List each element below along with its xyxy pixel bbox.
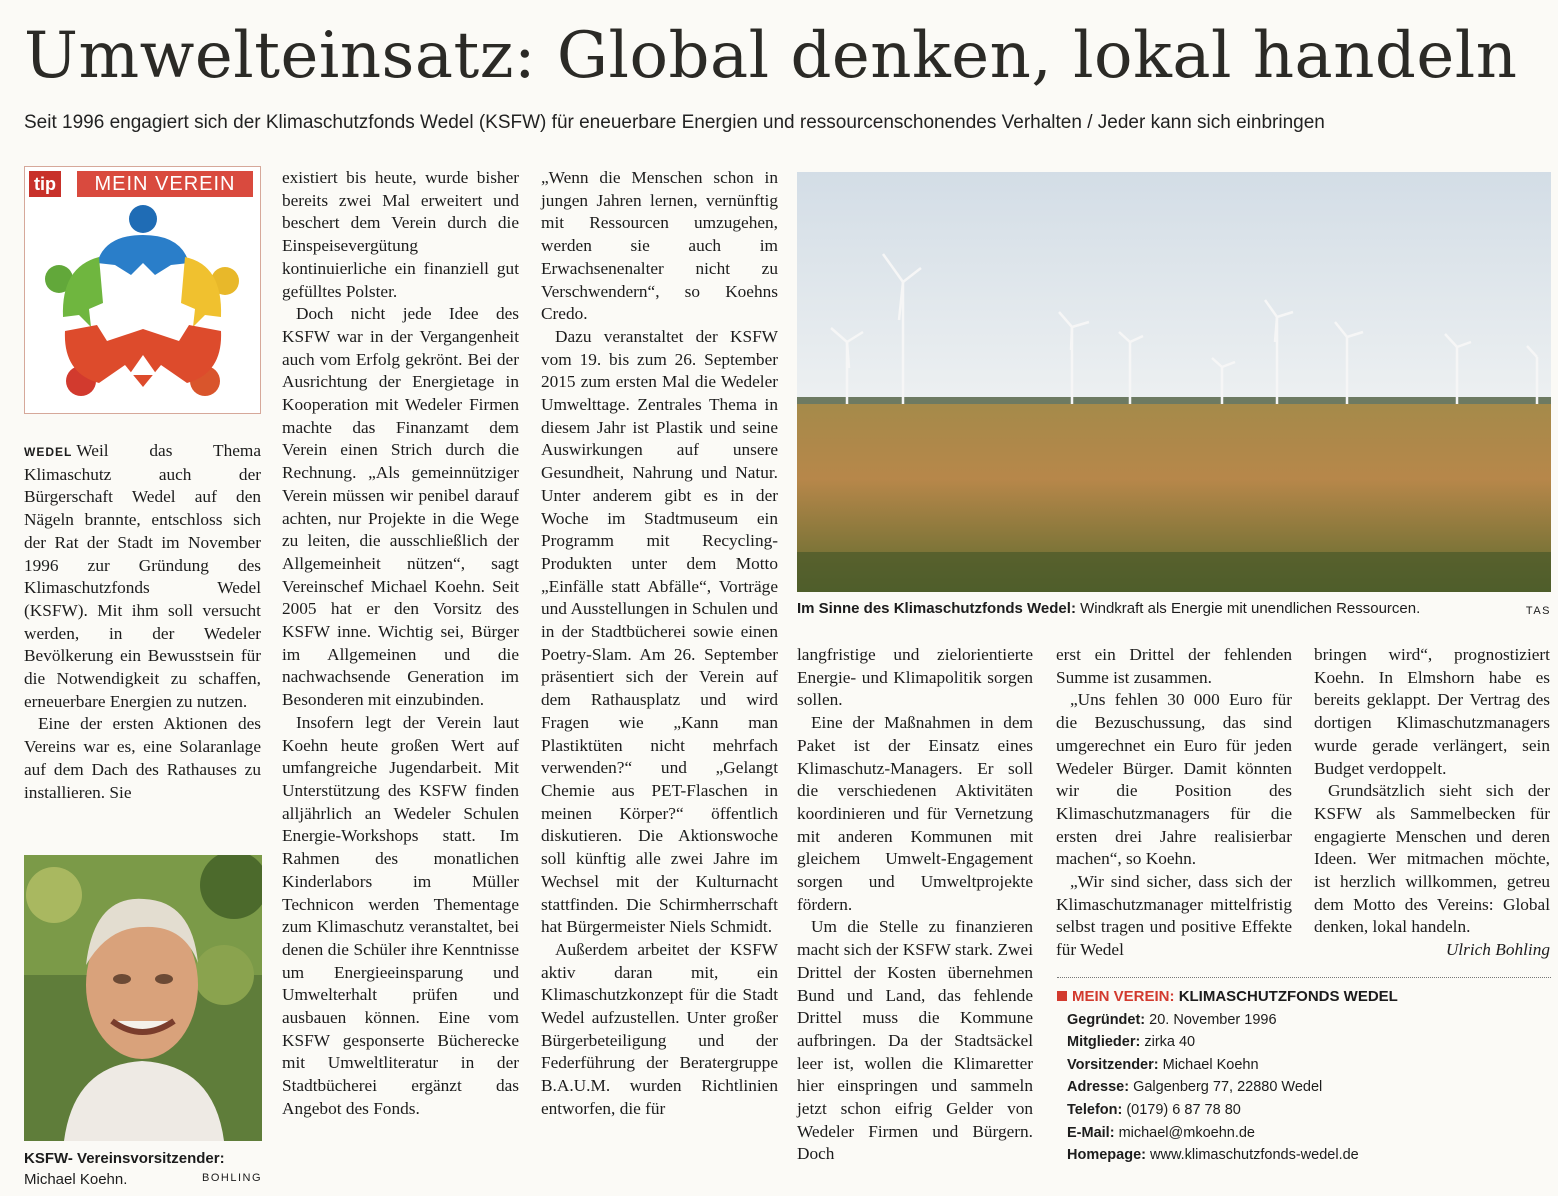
red-square-icon — [1057, 991, 1067, 1001]
logo-tip-tag: tip — [29, 171, 61, 197]
fact-row-address: Adresse: Galgenberg 77, 22880 Wedel — [1067, 1079, 1323, 1096]
paragraph: Um die Stelle zu finanzieren macht sich der KSFW stark. Zwei Drittel der Kosten übernehmen Bund und Land, das fehlende Drittel muss die Kommune aufbringen. Da der Stadtsäckel leer ist, wollen die Klimaretter hier einspringen und sammeln jetzt schon eifrig Gelder von Wedeler Firmen und Bürgern. Doch — [797, 917, 1033, 1164]
paragraph: Außerdem arbeitet der KSFW aktiv daran mit, ein Klimaschutzkonzept für die Stadt Wedel aufzustellen. Unter großer Bürgerbeteiligung und der Federführung der Beratergruppe B.A.U.M. wurden Richtlinien entworfen, die für — [541, 939, 778, 1118]
paragraph: bringen wird“, prognostiziert Koehn. In Elmshorn habe es bereits geklappt. Der Vertrag des dortigen Klimaschutzmanagers wurde gerade verlängert, sein Budget verdoppelt. — [1314, 645, 1550, 778]
fact-box-title-lead: MEIN VEREIN: — [1072, 988, 1175, 1005]
fact-box-title-text: KLIMASCHUTZFONDS WEDEL — [1178, 988, 1398, 1005]
column-5 — [1056, 644, 1292, 962]
photo-caption-text: Windkraft als Energie mit unendlichen Ressourcen. — [1080, 600, 1421, 617]
paragraph: „Wenn die Menschen schon in jungen Jahren lernen, vernünftig mit Ressourcen umzugehen, werden sie auch im Erwachsenenalter nicht zu Verschwendern“, so Koehns Credo. — [541, 168, 778, 324]
photo-credit: TAS — [1525, 605, 1551, 617]
author-signature: Ulrich Bohling — [1445, 940, 1550, 960]
fact-box — [1057, 977, 1551, 1167]
paragraph: Eine der ersten Aktionen des Vereins war es, eine Solaranlage auf dem Dach des Rathauses zu installieren. Sie — [24, 714, 261, 802]
column-1 — [24, 440, 261, 804]
fact-row-members: Mitglieder: zirka 40 — [1067, 1034, 1196, 1051]
column-4 — [797, 644, 1033, 1166]
fact-row-phone: Telefon: (0179) 6 87 78 80 — [1067, 1101, 1241, 1118]
subheadline: Seit 1996 engagiert sich der Klimaschutzfonds Wedel (KSFW) für eneuerbare Energien und ressourcenschonendes Verhalten / Jeder kann sich einbringen — [24, 112, 1325, 133]
fact-row-homepage: Homepage: www.klimaschutzfonds-wedel.de — [1067, 1147, 1359, 1164]
mein-verein-logo — [24, 166, 261, 414]
paragraph: existiert bis heute, wurde bisher bereits zwei Mal erweitert und beschert dem Verein durch die Einspeisevergütung kontinuierliche ein finanziell gut gefülltes Polster. — [282, 168, 519, 301]
paragraph: Grundsätzlich sieht sich der KSFW als Sammelbecken für engagierte Menschen und deren Ideen. Wer mitmachen möchte, ist herzlich willkommen, getreu dem Motto des Vereins: Global denken, lokal handeln. — [1314, 781, 1550, 937]
fact-row-chair: Vorsitzender: Michael Koehn — [1067, 1056, 1259, 1073]
paragraph: Dazu veranstaltet der KSFW vom 19. bis zum 26. September 2015 zum ersten Mal die Wedeler Umwelttage. Zentrales Thema in diesem Jahr ist Plastik und seine Auswirkungen auf unsere Gesundheit, Nahrung und Natur. Unter anderem gibt es in der Woche im Stadtmuseum ein Programm mit Recycling-Produkten unter dem Motto „Einfälle statt Abfälle“, Vorträge und Ausstellungen in Schulen und in der Stadtbücherei sowie einen Poetry-Slam. Am 26. September präsentiert sich der Verein auf dem Rathausplatz und wird Fragen wie „Kann man Plastiktüten nicht mehrfach verwenden?“ und „Gelangt Chemie aus PET-Flaschen in meinen Körper?“ öffentlich diskutieren. Die Aktionswoche soll künftig alle zwei Jahre im Wechsel mit der Kulturnacht stattfinden. Die Schirmherrschaft hat Bürgermeister Niels Schmidt. — [541, 326, 778, 937]
portrait-caption — [24, 1148, 262, 1190]
column-2 — [282, 167, 519, 1121]
paragraph: langfristige und zielorientierte Energie- und Klimapolitik sorgen sollen. — [797, 645, 1033, 710]
fact-row-email: E-Mail: michael@mkoehn.de — [1067, 1124, 1255, 1141]
people-circle-icon — [35, 205, 251, 409]
fact-box-title — [1057, 986, 1551, 1009]
portrait-caption-text: Michael Koehn. — [24, 1171, 128, 1188]
paragraph: Doch nicht jede Idee des KSFW war in der Vergangenheit auch vom Erfolg gekrönt. Bei der Ausrichtung der Energietage in Kooperation mit Wedeler Firmen machte das Finanzamt dem Verein einen Strich durch die Rechnung. „Als gemeinnütziger Verein müssen wir penibel darauf achten, nur Projekte in die Wege zu leiten, die ausschließlich der Allgemeinheit nützen“, sagt Vereinschef Michael Koehn. Seit 2005 hat er den Vorsitz des KSFW inne. Wichtig sei, Bürger im Allgemeinen und die nachwachsende Generation im Besonderen mit einzubinden. — [282, 304, 519, 710]
fact-row-founded: Gegründet: 20. November 1996 — [1067, 1011, 1277, 1028]
paragraph: Weil das Thema Klimaschutz auch der Bürgerschaft Wedel auf den Nägeln brannte, entschloss sich der Rat der Stadt im November 1996 zur Gründung des Klimaschutzfonds Wedel (KSFW). Mit ihm soll versucht werden, in der Wedeler Bevölkerung ein Bewusstsein für die Notwendigkeit zu schaffen, erneuerbare Energien zu nutzen. — [24, 441, 261, 711]
paragraph: Insofern legt der Verein laut Koehn heute großen Wert auf umfangreiche Jugendarbeit. Mit Unterstützung des KSFW finden alljährlich an Wedeler Schulen Energie-Workshops statt. Im Rahmen des monatlichen Kinderlabors im Müller Technicon werden Thementage zum Klimaschutz veranstaltet, bei denen die Schüler ihre Kenntnisse um Energieeinsparung und Umwelterhalt prüfen und ausbauen können. Eine vom KSFW gesponserte Bücherecke mit Umweltliteratur in der Stadtbücherei ergänzt das Angebot des Fonds. — [282, 712, 519, 1118]
dateline: WEDEL — [24, 445, 73, 459]
portrait-caption-title: KSFW- Vereinsvorsitzender: — [24, 1150, 225, 1167]
photo-caption — [797, 599, 1551, 619]
paragraph: erst ein Drittel der fehlenden Summe ist zusammen. — [1056, 645, 1292, 687]
column-6 — [1314, 644, 1550, 962]
paragraph: „Uns fehlen 30 000 Euro für die Bezuschussung, das sind umgerechnet ein Euro für jeden Wedeler Bürger. Damit könnten wir die Position des Klimaschutzmanagers für die ersten drei Jahre realisierbar machen“, so Koehn. — [1056, 690, 1292, 869]
wind-turbines-photo — [797, 172, 1551, 592]
paragraph: „Wir sind sicher, dass sich der Klimaschutzmanager mittelfristig selbst tragen und positive Effekte für Wedel — [1056, 872, 1292, 960]
portrait-credit: BOHLING — [201, 1172, 262, 1184]
column-3 — [541, 167, 778, 1121]
headline: Umwelteinsatz: Global denken, lokal handeln — [24, 19, 1518, 93]
logo-label: MEIN VEREIN — [77, 171, 253, 197]
photo-caption-title: Im Sinne des Klimaschutzfonds Wedel: — [797, 600, 1076, 617]
paragraph: Eine der Maßnahmen in dem Paket ist der Einsatz eines Klimaschutz-Managers. Er soll die verschiedenen Aktivitäten koordinieren und für Vernetzung mit anderen Kommunen mit gleichem Umwelt-Engagement sorgen und Umweltprojekte fördern. — [797, 713, 1033, 914]
portrait-photo — [24, 855, 262, 1141]
